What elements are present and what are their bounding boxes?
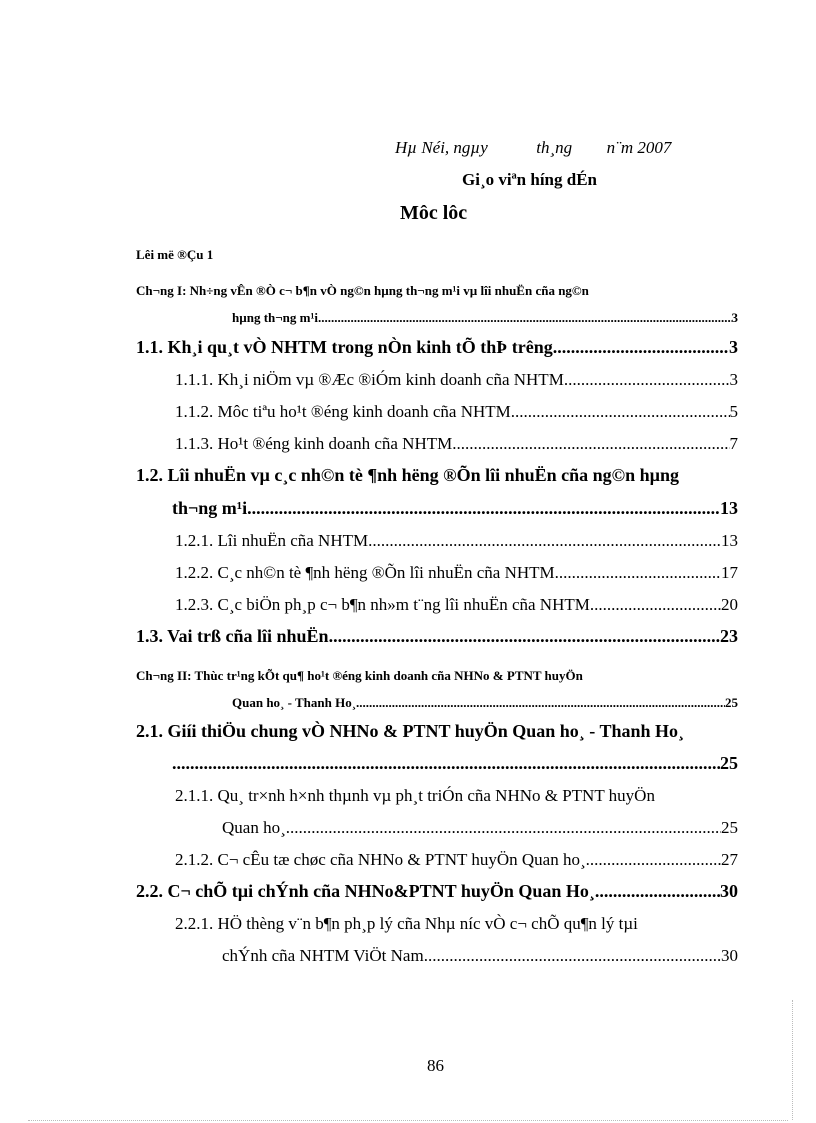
toc-label: 1.2.1. Lîi nhuËn cña NHTM	[175, 531, 369, 550]
toc-page: 5	[729, 402, 738, 421]
toc-page: 25	[725, 695, 738, 710]
toc-page: 3	[729, 370, 738, 389]
toc-label: 1.2.3. C¸c biÖn ph¸p c¬ b¶n nh»m t¨ng lîi nhuËn cña NHTM	[175, 595, 590, 614]
toc-entry-2-1-1-cont	[222, 818, 738, 838]
toc-leader	[555, 563, 721, 583]
toc-entry-2-2	[136, 881, 738, 902]
toc-leader	[286, 818, 721, 838]
page-bottom-border	[28, 1120, 788, 1121]
toc-leader	[564, 370, 730, 390]
toc-leader	[590, 595, 721, 615]
toc-page: 30	[720, 881, 738, 901]
toc-entry-1-1-2	[175, 402, 738, 422]
toc-entry-chapter1: Ch¬ng I: Nh÷ng vÊn ®Ò c¬ b¶n vÒ ng©n hµng th¬ng m¹i vµ lîi nhuËn cña ng©n	[136, 283, 589, 298]
toc-page: 13	[720, 498, 738, 518]
toc-leader	[586, 850, 721, 870]
toc-page: 23	[720, 626, 738, 646]
toc-label: th¬ng m¹i.	[172, 498, 252, 518]
toc-page: 3	[729, 337, 738, 357]
toc-entry-1-3	[136, 626, 738, 647]
toc-entry-1-2-3	[175, 595, 738, 615]
toc-entry-2-2-1: 2.2.1. HÖ thèng v¨n b¶n ph¸p lý cña Nhµ níc vÒ c¬ chÕ qu¶n lý tµi	[175, 914, 638, 933]
date-line	[395, 138, 671, 158]
toc-entry-chapter1-cont	[232, 310, 738, 326]
page-number: 86	[427, 1056, 444, 1075]
toc-label: Quan ho¸ - Thanh Ho¸	[232, 695, 357, 710]
toc-entry-2-1-2	[175, 850, 738, 870]
toc-label: 1.1.3. Ho¹t ®éng kinh doanh cña NHTM	[175, 434, 453, 453]
toc-label: Quan ho¸	[222, 818, 286, 837]
toc-entry-1-1	[136, 337, 738, 358]
toc-page: 7	[729, 434, 738, 453]
toc-label: 1.1. Kh¸i qu¸t vÒ NHTM trong nÒn kinh tÕ thÞ trêng	[136, 337, 553, 357]
toc-leader	[252, 498, 720, 519]
place-date: Hµ Néi, ngµy	[395, 138, 488, 157]
toc-label: 1.1.2. Môc tiªu ho¹t ®éng kinh doanh cña NHTM	[175, 402, 511, 421]
toc-entry-2-1-cont	[172, 753, 738, 774]
toc-leader	[356, 695, 725, 711]
toc-page: 13	[721, 531, 738, 550]
toc-entry-1-1-3	[175, 434, 738, 454]
toc-page: 20	[721, 595, 738, 614]
toc-entry-1-2: 1.2. Lîi nhuËn vµ c¸c nh©n tè ¶nh hëng ®Õn lîi nhuËn cña ng©n hµng	[136, 465, 679, 485]
toc-label: chÝnh cña NHTM ViÖt Nam	[222, 946, 424, 965]
toc-page: 3	[731, 310, 738, 325]
toc-entry-intro: Lêi më ®Çu 1	[136, 247, 214, 262]
date-year: n¨m 2007	[606, 138, 672, 157]
toc-entry-chapter2-cont	[232, 695, 738, 711]
toc-page: 30	[721, 946, 738, 965]
toc-entry-1-2-1	[175, 531, 738, 551]
toc-leader	[172, 753, 720, 774]
toc-leader	[452, 434, 729, 454]
toc-title: Môc lôc	[400, 202, 468, 224]
toc-label: hµng th¬ng m¹i	[232, 310, 318, 325]
toc-label: 1.3. Vai trß cña lîi nhuËn	[136, 626, 329, 646]
toc-entry-chapter2: Ch¬ng II: Thùc tr¹ng kÕt qu¶ ho¹t ®éng kinh doanh cña NHNo & PTNT huyÖn	[136, 668, 583, 683]
page-right-border	[792, 1000, 793, 1120]
toc-page: 17	[721, 563, 738, 582]
toc-label: 2.1.2. C¬ cÊu tæ chøc cña NHNo & PTNT huyÖn Quan ho¸	[175, 850, 586, 869]
advisor-label: Gi¸o viªn híng dÉn	[462, 170, 598, 189]
toc-entry-2-2-1-cont	[222, 946, 738, 966]
toc-page: 27	[721, 850, 738, 869]
toc-entry-1-2-2	[175, 563, 738, 583]
toc-label: 1.1.1. Kh¸i niÖm vµ ®Æc ®iÓm kinh doanh cña NHTM	[175, 370, 564, 389]
toc-label: 1.2.2. C¸c nh©n tè ¶nh hëng ®Õn lîi nhuËn cña NHTM	[175, 563, 555, 582]
toc-leader	[595, 881, 720, 902]
toc-leader	[424, 946, 721, 966]
toc-entry-1-1-1	[175, 370, 738, 390]
toc-entry-2-1: 2.1. Giíi thiÖu chung vÒ NHNo & PTNT huyÖn Quan ho¸ - Thanh Ho¸	[136, 721, 684, 741]
toc-leader	[553, 337, 729, 358]
toc-entry-1-2-cont	[172, 498, 738, 519]
toc-label: 2.2. C¬ chÕ tµi chÝnh cña NHNo&PTNT huyÖn Quan Ho¸	[136, 881, 595, 901]
toc-leader	[511, 402, 730, 422]
toc-entry-2-1-1: 2.1.1. Qu¸ tr×nh h×nh thµnh vµ ph¸t triÓn cña NHNo & PTNT huyÖn	[175, 786, 655, 805]
toc-page: 25	[720, 753, 738, 773]
date-month: th¸ng	[536, 138, 573, 157]
toc-leader	[368, 531, 721, 551]
toc-page: 25	[721, 818, 738, 837]
toc-leader	[329, 626, 720, 647]
toc-leader	[318, 310, 732, 326]
